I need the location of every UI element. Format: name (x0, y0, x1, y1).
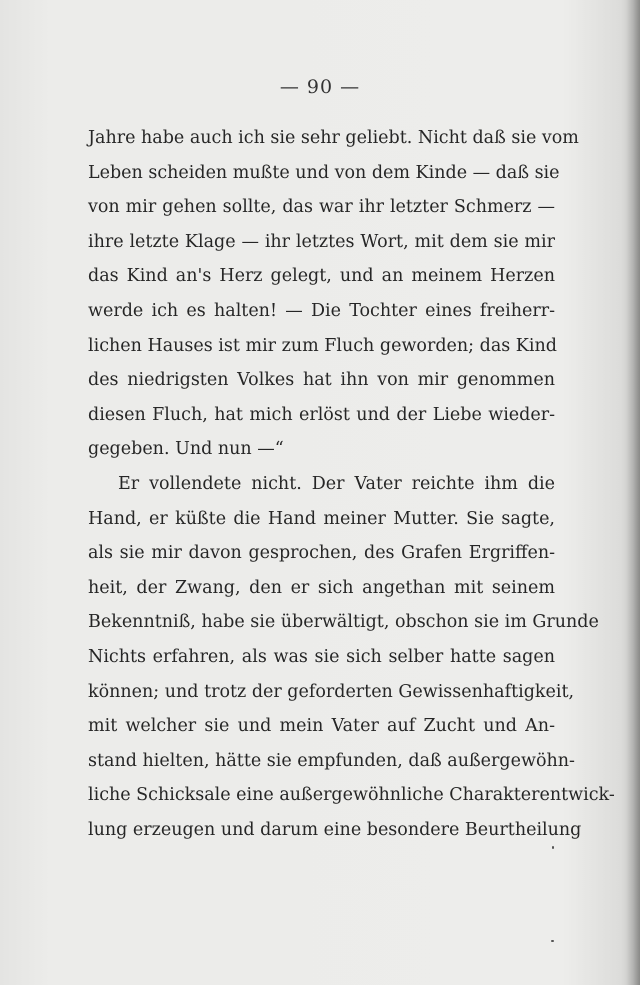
text-line: lung erzeugen und darum eine besondere Beurtheilung (88, 819, 582, 840)
text-line: Leben scheiden mußte und von dem Kinde — daß sie (88, 162, 560, 183)
text-line: können; und trotz der geforderten Gewissenhaftigkeit, (88, 681, 575, 702)
text-line: gegeben. Und nun —“ (88, 439, 284, 460)
text-line: Bekenntniß, habe sie überwältigt, obschon sie im Grunde (88, 612, 599, 633)
text-line: heit, der Zwang, den er sich angethan mit seinem (88, 577, 555, 598)
body-text (88, 121, 615, 847)
text-line: liche Schicksale eine außergewöhnliche Charakterentwick- (88, 785, 615, 806)
page-number: — 90 — (279, 76, 361, 98)
text-line: ihre letzte Klage — ihr letztes Wort, mit dem sie mir (88, 231, 555, 252)
text-line: werde ich es halten! — Die Tochter eines freiherr- (88, 300, 555, 321)
text-line: das Kind an's Herz gelegt, und an meinem Herzen (88, 266, 555, 287)
text-line: diesen Fluch, hat mich erlöst und der Liebe wieder- (88, 404, 555, 425)
text-line: stand hielten, hätte sie empfunden, daß außergewöhn- (88, 750, 575, 771)
text-line: als sie mir davon gesprochen, des Grafen Ergriffen- (88, 543, 555, 564)
text-line: lichen Hauses ist mir zum Fluch geworden; das Kind (88, 335, 557, 356)
print-speck (552, 846, 554, 849)
text-line: Nichts erfahren, als was sie sich selber hatte sagen (88, 646, 555, 667)
text-line: Jahre habe auch ich sie sehr geliebt. Nicht daß sie vom (88, 128, 579, 148)
text-line: mit welcher sie und mein Vater auf Zucht und An- (88, 716, 555, 737)
text-line: von mir gehen sollte, das war ihr letzter Schmerz — (88, 197, 555, 218)
page-binding-shadow (626, 0, 640, 985)
print-speck (551, 940, 554, 942)
text-line: Er vollendete nicht. Der Vater reichte ihm die (118, 473, 555, 494)
text-line: Hand, er küßte die Hand meiner Mutter. Sie sagte, (88, 508, 555, 529)
text-line: des niedrigsten Volkes hat ihn von mir genommen (88, 370, 555, 391)
